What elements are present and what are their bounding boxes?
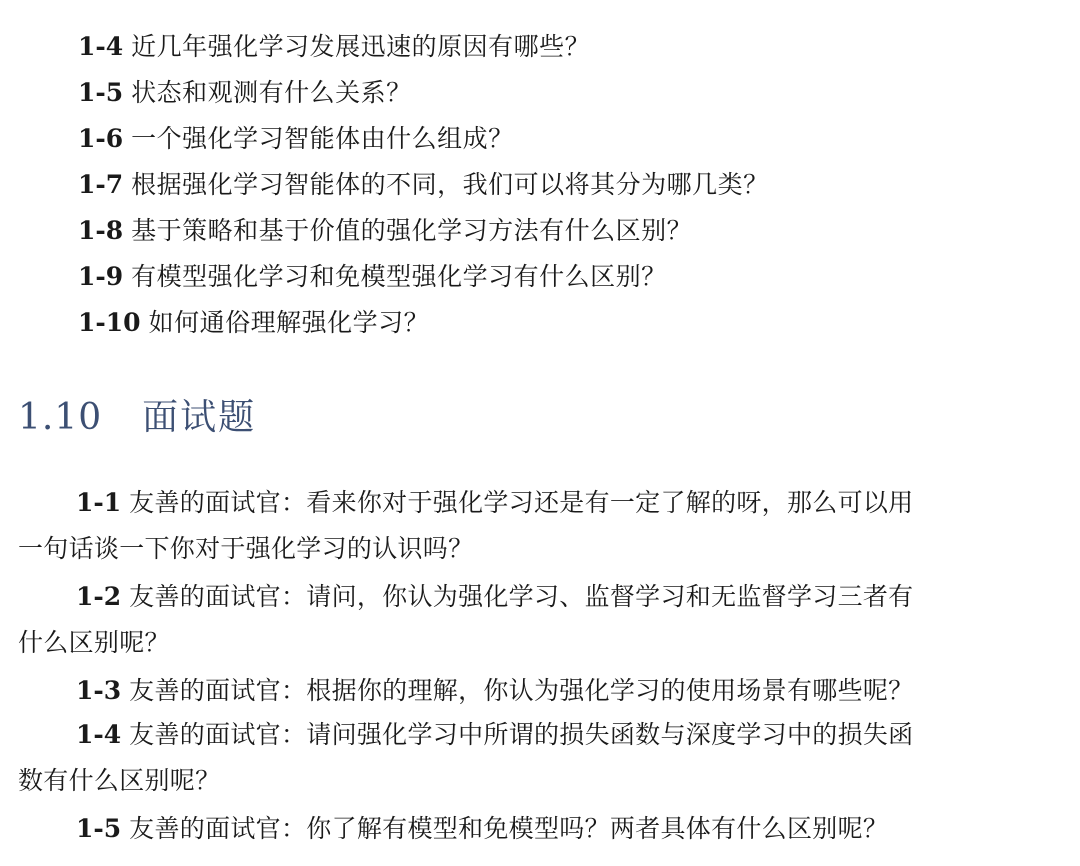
question-text-line1: 友善的面试官：请问，你认为强化学习、监督学习和无监督学习三者有	[129, 582, 914, 611]
question-number: 1-9	[78, 262, 124, 291]
section-number: 1.10	[18, 397, 103, 438]
question-number: 1-8	[78, 216, 124, 245]
question-number: 1-10	[78, 308, 141, 337]
question-text: 状态和观测有什么关系？	[131, 78, 412, 107]
interview-question-item	[18, 806, 1068, 852]
question-text: 根据强化学习智能体的不同，我们可以将其分为哪几类？	[131, 170, 769, 199]
question-text: 一个强化学习智能体由什么组成？	[131, 124, 514, 153]
question-text-line1: 友善的面试官：根据你的理解，你认为强化学习的使用场景有哪些呢？	[129, 676, 914, 705]
question-number: 1-4	[78, 32, 124, 61]
review-question-item	[78, 308, 429, 338]
question-text-line2: 一句话谈一下你对于强化学习的认识吗？	[18, 534, 474, 563]
question-text: 基于策略和基于价值的强化学习方法有什么区别？	[131, 216, 693, 245]
interview-question-item	[18, 574, 1068, 666]
question-number: 1-3	[76, 676, 122, 705]
interview-question-item	[18, 668, 1068, 714]
question-number: 1-5	[78, 78, 124, 107]
section-heading	[18, 396, 256, 440]
review-question-item	[78, 32, 590, 62]
review-question-item	[78, 262, 667, 292]
question-number: 1-4	[76, 720, 122, 749]
section-title: 面试题	[142, 397, 257, 438]
question-number: 1-5	[76, 814, 122, 843]
question-number: 1-1	[76, 488, 122, 517]
review-question-item	[78, 216, 692, 246]
question-text-line1: 友善的面试官：看来你对于强化学习还是有一定了解的呀，那么可以用	[129, 488, 914, 517]
interview-question-item	[18, 480, 1068, 572]
question-text: 有模型强化学习和免模型强化学习有什么区别？	[131, 262, 667, 291]
question-text: 近几年强化学习发展迅速的原因有哪些？	[131, 32, 591, 61]
question-number: 1-2	[76, 582, 122, 611]
review-question-item	[78, 124, 514, 154]
review-question-item	[78, 170, 769, 200]
question-number: 1-7	[78, 170, 124, 199]
question-text-line2: 数有什么区别呢？	[18, 766, 221, 795]
interview-question-item	[18, 712, 1068, 804]
question-text-line2: 什么区别呢？	[18, 628, 170, 657]
question-number: 1-6	[78, 124, 124, 153]
question-text-line1: 友善的面试官：你了解有模型和免模型吗？两者具体有什么区别呢？	[129, 814, 889, 843]
question-text: 如何通俗理解强化学习？	[148, 308, 430, 337]
question-text-line1: 友善的面试官：请问强化学习中所谓的损失函数与深度学习中的损失函	[129, 720, 914, 749]
review-question-item	[78, 78, 412, 108]
